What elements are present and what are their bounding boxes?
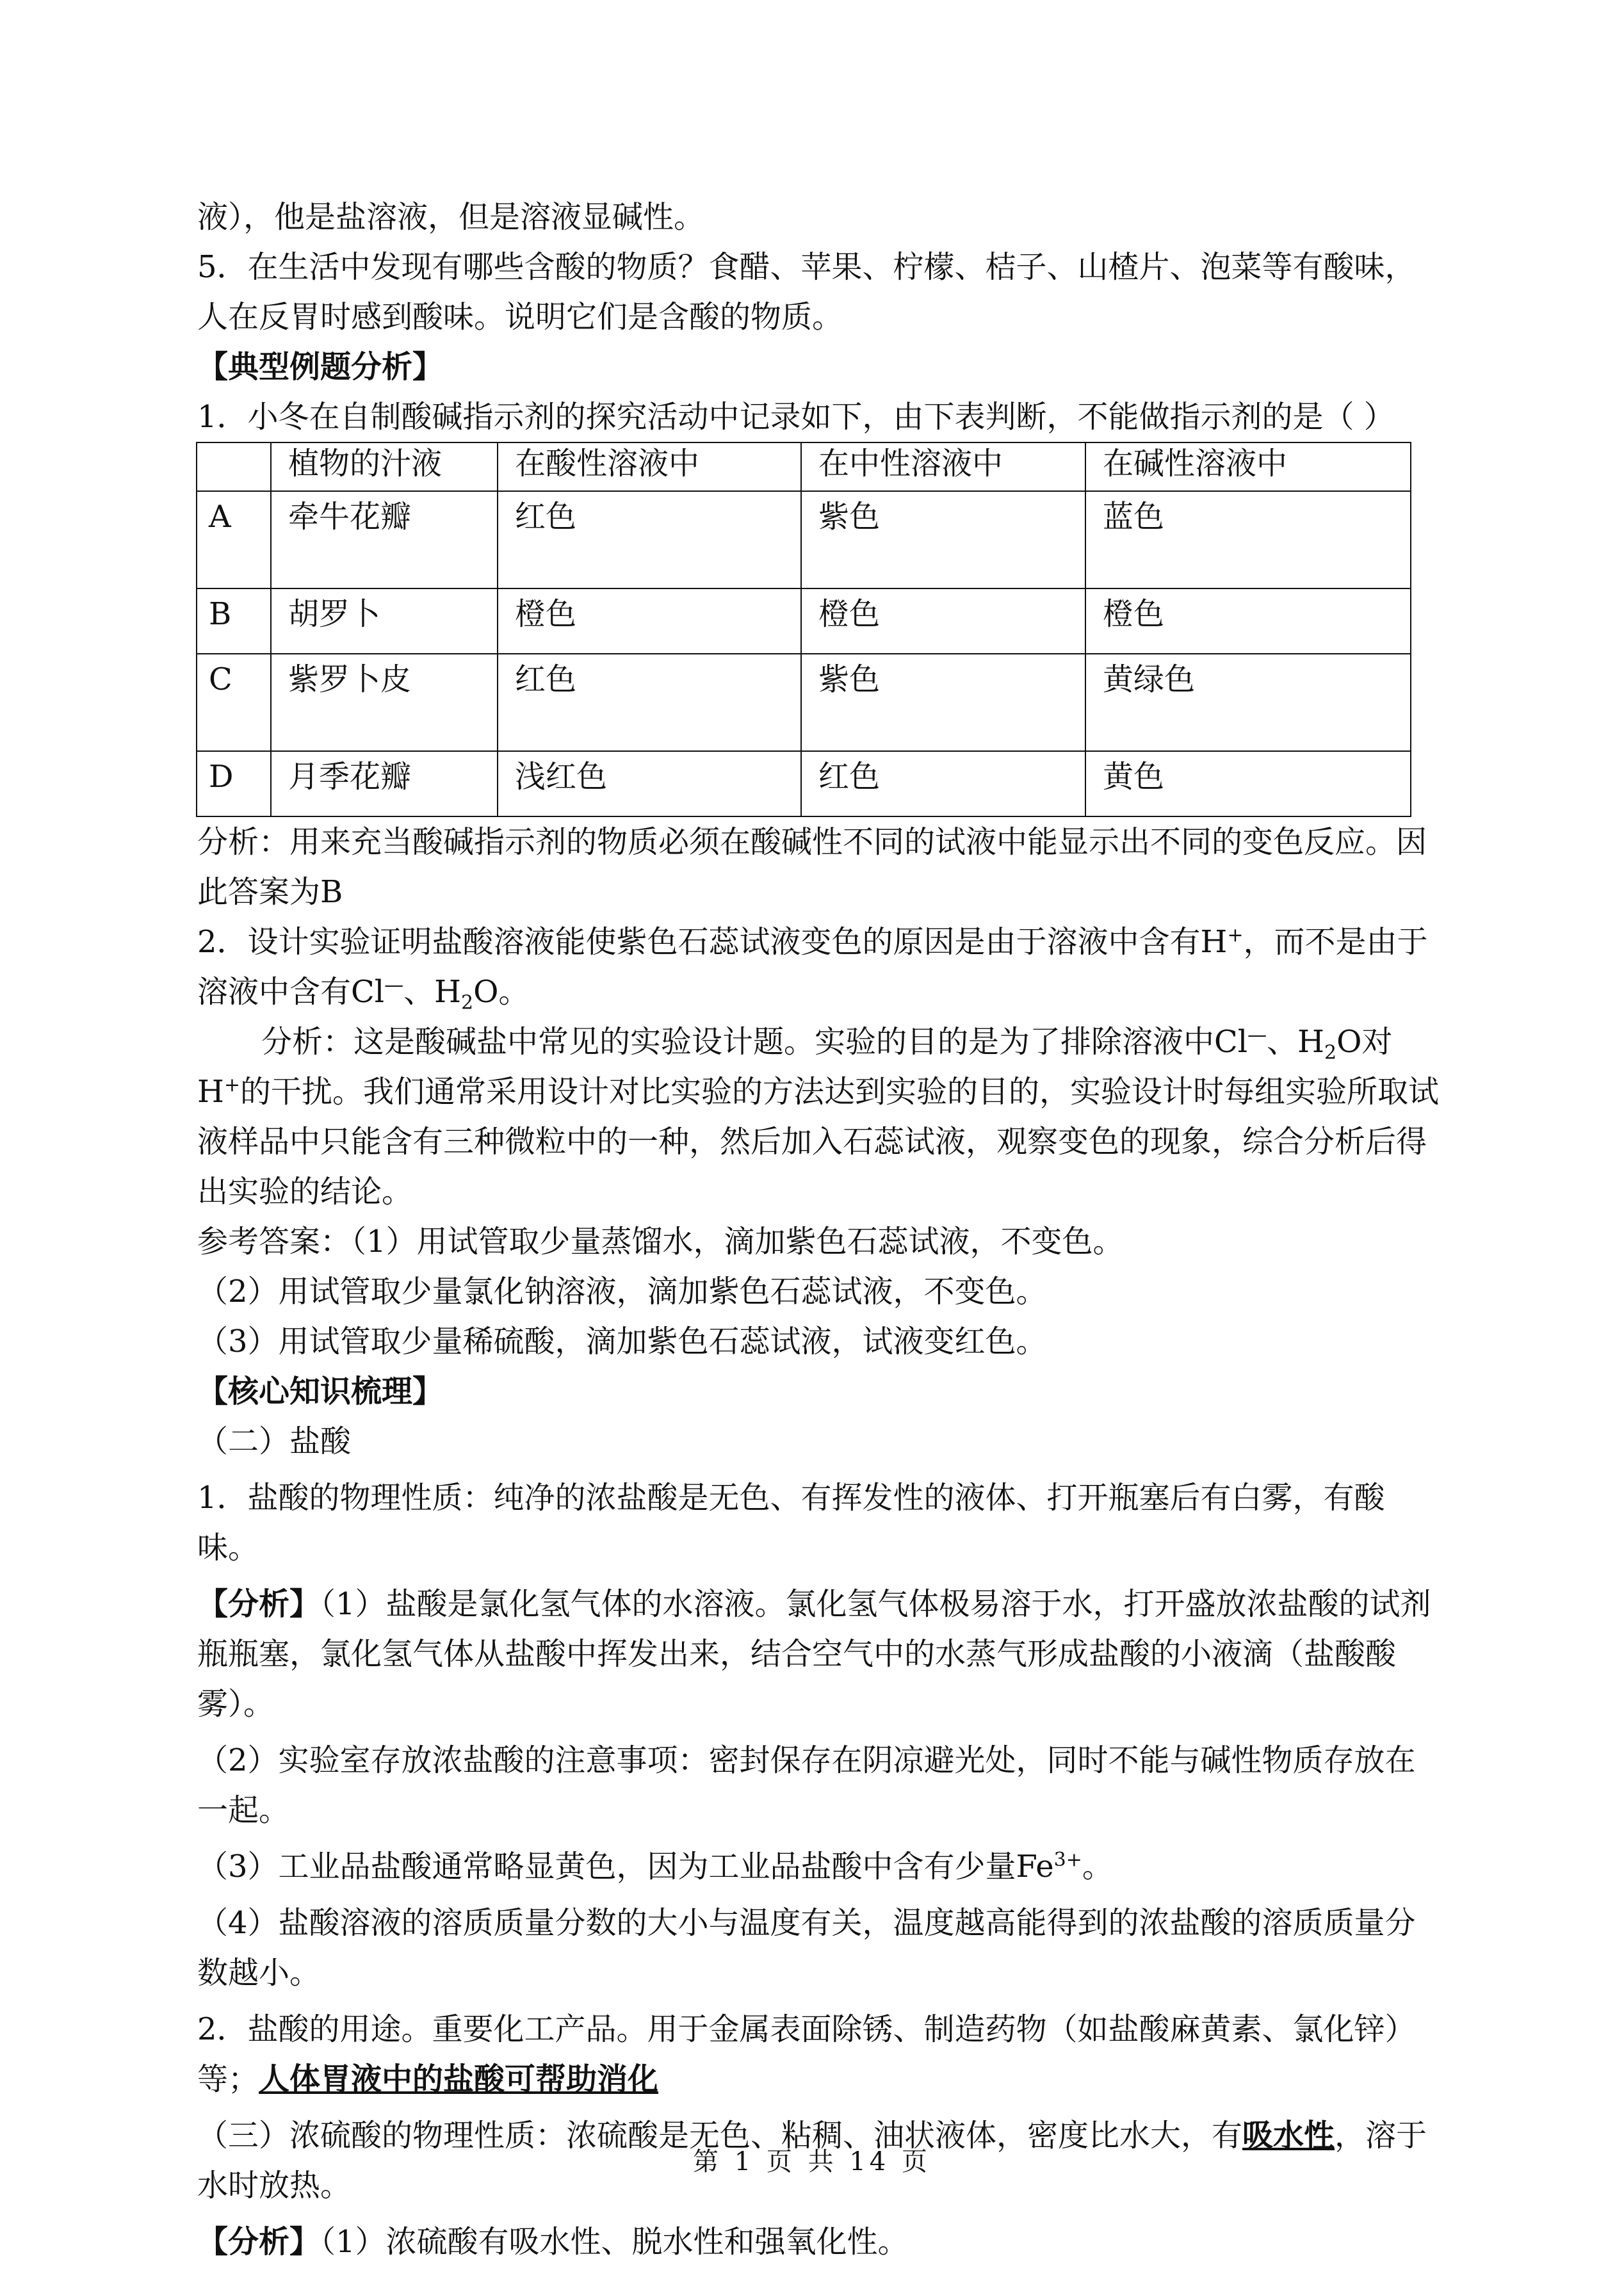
table-row xyxy=(197,654,1411,751)
paragraph: 1．盐酸的物理性质：纯净的浓盐酸是无色、有挥发性的液体、打开瓶塞后有白雾，有酸味。 xyxy=(197,1480,1385,1566)
analysis-paragraph: 【分析】（1）浓硫酸有吸水性、脱水性和强氧化性。 xyxy=(197,2224,909,2260)
analysis-1: 分析：用来充当酸碱指示剂的物质必须在酸碱性不同的试液中能显示出不同的变色反应。因此答案为B xyxy=(197,824,1427,910)
table-cell: 红色 xyxy=(498,654,801,751)
paragraph: 5．在生活中发现有哪些含酸的物质？食醋、苹果、柠檬、桔子、山楂片、泡菜等有酸味，人在反胃时感到酸味。说明它们是含酸的物质。 xyxy=(197,249,1416,335)
answer-line: （2）用试管取少量氯化钠溶液，滴加紫色石蕊试液，不变色。 xyxy=(197,1274,1047,1310)
analysis-paragraph: 【分析】（1）盐酸是氯化氢气体的水溶液。氯化氢气体极易溶于水，打开盛放浓盐酸的试剂瓶瓶塞，氯化氢气体从盐酸中挥发出来，结合空气中的水蒸气形成盐酸的小液滴（盐酸酸雾）。 xyxy=(197,1586,1431,1722)
table-row xyxy=(197,491,1411,588)
paragraph: （三）浓硫酸的物理性质：浓硫酸是无色、粘稠、油状液体，密度比水大，有吸水性，溶于水时放热。 xyxy=(197,2118,1427,2203)
table-cell: 胡罗卜 xyxy=(271,588,498,654)
table-cell: 红色 xyxy=(801,751,1085,816)
question-2: 2．设计实验证明盐酸溶液能使紫色石蕊试液变色的原因是由于溶液中含有H+，而不是由于溶液中含有Cl—、$H_2O$。 xyxy=(197,924,1428,1014)
table-cell: 红色 xyxy=(498,491,801,588)
table-cell: 浅红色 xyxy=(498,751,801,816)
table-cell: 在碱性溶液中 xyxy=(1085,442,1411,491)
document-body xyxy=(197,192,1440,2267)
section-heading: 【核心知识梳理】 xyxy=(197,1374,444,1409)
table-cell: 紫色 xyxy=(801,654,1085,751)
answer-line: 参考答案：（1）用试管取少量蒸馏水，滴加紫色石蕊试液，不变色。 xyxy=(197,1224,1124,1260)
table-cell: 黄色 xyxy=(1085,751,1411,816)
table-cell: 蓝色 xyxy=(1085,491,1411,588)
table-cell: 橙色 xyxy=(801,588,1085,654)
table-cell: 紫色 xyxy=(801,491,1085,588)
paragraph: （4）盐酸溶液的溶质质量分数的大小与温度有关，温度越高能得到的浓盐酸的溶质质量分数越小。 xyxy=(197,1905,1416,1991)
table-cell xyxy=(197,442,271,491)
table-cell: 橙色 xyxy=(498,588,801,654)
paragraph: （3）工业品盐酸通常略显黄色，因为工业品盐酸中含有少量$Fe^{3+}$。 xyxy=(197,1849,1113,1885)
table-cell: A xyxy=(197,491,271,588)
table-cell: 黄绿色 xyxy=(1085,654,1411,751)
paragraph: 2．盐酸的用途。重要化工产品。用于金属表面除锈、制造药物（如盐酸麻黄素、氯化锌）等；人体胃液中的盐酸可帮助消化 xyxy=(197,2011,1416,2097)
table-cell: 在酸性溶液中 xyxy=(498,442,801,491)
analysis-2: 分析：这是酸碱盐中常见的实验设计题。实验的目的是为了排除溶液中Cl—、$H_2O$对H+的干扰。我们通常采用设计对比实验的方法达到实验的目的，实验设计时每组实验所取试液样品中只能含有三种微粒中的一种，然后加入石蕊试液，观察变色的现象，综合分析后得出实验的结论。 xyxy=(197,1024,1440,1210)
table-cell: B xyxy=(197,588,271,654)
paragraph: （2）实验室存放浓盐酸的注意事项：密封保存在阴凉避光处，同时不能与碱性物质存放在一起。 xyxy=(197,1742,1416,1828)
section-heading: 【典型例题分析】 xyxy=(197,349,444,385)
table-row xyxy=(197,751,1411,816)
subsection-title: （二）盐酸 xyxy=(197,1423,352,1459)
text-line: 液），他是盐溶液，但是溶液显碱性。 xyxy=(197,199,705,235)
table-cell: 橙色 xyxy=(1085,588,1411,654)
question-1: 1．小冬在自制酸碱指示剂的探究活动中记录如下，由下表判断，不能做指示剂的是（ ） xyxy=(197,399,1395,435)
table-cell: C xyxy=(197,654,271,751)
answer-line: （3）用试管取少量稀硫酸，滴加紫色石蕊试液，试液变红色。 xyxy=(197,1324,1047,1359)
table-header-row xyxy=(197,442,1411,491)
table-cell: D xyxy=(197,751,271,816)
table-cell: 在中性溶液中 xyxy=(801,442,1085,491)
table-cell: 植物的汁液 xyxy=(271,442,498,491)
indicator-table xyxy=(196,442,1411,817)
table-row xyxy=(197,588,1411,654)
table-cell: 牵牛花瓣 xyxy=(271,491,498,588)
table-cell: 月季花瓣 xyxy=(271,751,498,816)
table-cell: 紫罗卜皮 xyxy=(271,654,498,751)
page-footer: 第 1 页 共 14 页 xyxy=(693,2147,931,2177)
